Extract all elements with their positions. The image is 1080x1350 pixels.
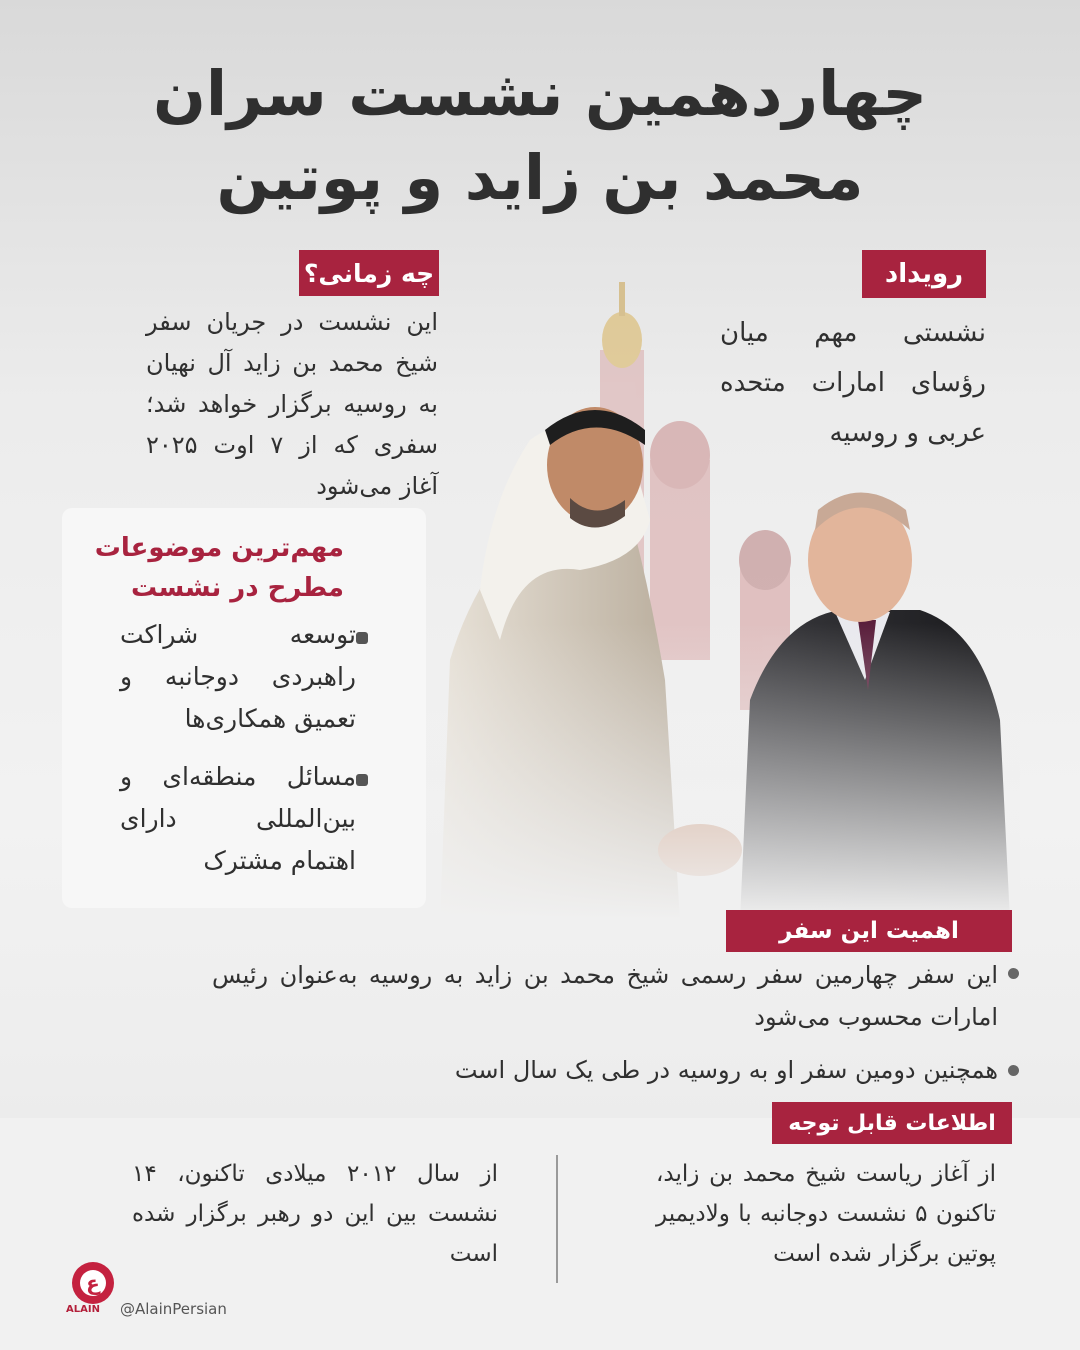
bullet-icon [1008, 1065, 1019, 1076]
event-label: رویداد [884, 259, 964, 289]
notable-right-text: از آغاز ریاست شیخ محمد بن زاید، تاکنون ۵ نشست دوجانبه با ولادیمیر پوتین برگزار شده است [656, 1161, 997, 1267]
bullet-icon [1008, 968, 1019, 979]
title-line-1: چهاردهمین نشست سران [152, 57, 928, 130]
bullet-icon [356, 632, 368, 644]
social-handle[interactable]: @AlainPersian [120, 1300, 227, 1318]
event-text: نشستی مهم میان رؤسای امارات متحده عربی و روسیه [720, 318, 986, 448]
importance-item: همچنین دومین سفر او به روسیه در طی یک سال است [454, 1056, 998, 1084]
topic-item: توسعه شراکت راهبردی دوجانبه و تعمیق همکاری‌ها [120, 620, 356, 733]
topics-title: مهم‌ترین موضوعات مطرح در نشست [94, 533, 344, 603]
event-badge [862, 250, 986, 298]
when-badge [299, 250, 439, 296]
svg-text:ع: ع [86, 1271, 100, 1295]
topic-item: مسائل منطقه‌ای و بین‌المللی دارای اهتمام مشترک [120, 762, 356, 875]
importance-badge [726, 910, 1012, 952]
page-title [0, 52, 1080, 220]
notable-badge [772, 1102, 1012, 1144]
when-label: چه زمانی؟ [303, 258, 435, 288]
divider [556, 1155, 558, 1283]
alain-logo-icon [70, 1260, 116, 1306]
importance-label: اهمیت این سفر [779, 918, 959, 944]
topics-card [62, 508, 426, 908]
notable-left-text: از سال ۲۰۱۲ میلادی تاکنون، ۱۴ نشست بین این دو رهبر برگزار شده است [132, 1161, 498, 1267]
when-text: این نشست در جریان سفر شیخ محمد بن زاید آل نهیان به روسیه برگزار خواهد شد؛ سفری که از ۷ اوت ۲۰۲۵ آغاز می‌شود [146, 308, 438, 500]
notable-label: اطلاعات قابل توجه [788, 1110, 996, 1136]
importance-item: این سفر چهارمین سفر رسمی شیخ محمد بن زاید به روسیه به‌عنوان رئیس امارات محسوب می‌شود [212, 961, 998, 1031]
logo-text: ALAIN [66, 1304, 100, 1315]
bullet-icon [356, 774, 368, 786]
title-line-2: محمد بن زاید و پوتین [216, 141, 864, 214]
